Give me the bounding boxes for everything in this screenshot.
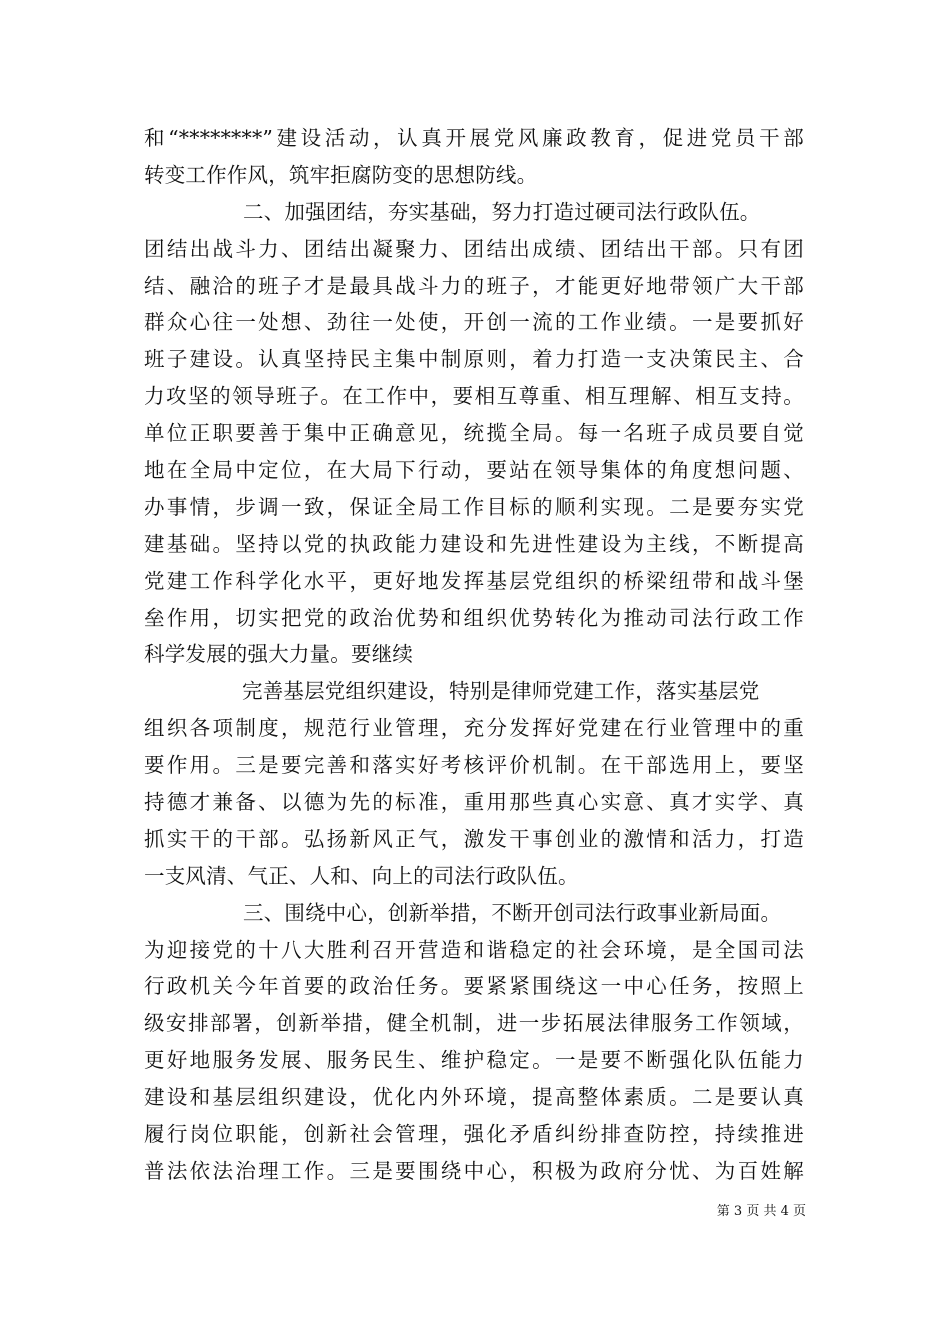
text-line: 组织各项制度，规范行业管理，充分发挥好党建在行业管理中的重 [144, 716, 804, 741]
text-line: 建基础。坚持以党的执政能力建设和先进性建设为主线，不断提高 [144, 531, 804, 556]
text-line: 履行岗位职能，创新社会管理，强化矛盾纠纷排查防控，持续推进 [144, 1122, 804, 1147]
text-line: 科学发展的强大力量。要继续 [144, 642, 414, 667]
text-line: 转变工作作风，筑牢拒腐防变的思想防线。 [144, 162, 538, 187]
text-line: 和“********”建设活动，认真开展党风廉政教育，促进党员干部 [144, 126, 804, 150]
text-line: 办事情，步调一致，保证全局工作目标的顺利实现。二是要夯实党 [144, 494, 804, 519]
text-line: 一支风清、气正、人和、向上的司法行政队伍。 [144, 863, 579, 888]
body-text [144, 120, 804, 1190]
text-line: 完善基层党组织建设，特别是律师党建工作，落实基层党 [242, 679, 760, 704]
text-line: 班子建设。认真坚持民主集中制原则，着力打造一支决策民主、合 [144, 347, 804, 372]
section-heading: 二、加强团结，夯实基础，努力打造过硬司法行政队伍。 [243, 199, 761, 224]
text-line: 党建工作科学化水平，更好地发挥基层党组织的桥梁纽带和战斗堡 [144, 568, 804, 593]
text-line: 建设和基层组织建设，优化内外环境，提高整体素质。二是要认真 [144, 1085, 804, 1110]
text-line: 持德才兼备、以德为先的标准，重用那些真心实意、真才实学、真 [144, 790, 804, 815]
text-line: 普法依法治理工作。三是要围绕中心，积极为政府分忧、为百姓解 [144, 1158, 804, 1183]
text-line: 群众心往一处想、劲往一处使，开创一流的工作业绩。一是要抓好 [144, 310, 804, 335]
text-line: 地在全局中定位，在大局下行动，要站在领导集体的角度想问题、 [144, 458, 804, 483]
text-line: 为迎接党的十八大胜利召开营造和谐稳定的社会环境，是全国司法 [144, 937, 804, 962]
text-line: 团结出战斗力、团结出凝聚力、团结出成绩、团结出干部。只有团 [144, 236, 804, 261]
text-line: 更好地服务发展、服务民生、维护稳定。一是要不断强化队伍能力 [144, 1048, 804, 1073]
text-line: 抓实干的干部。弘扬新风正气，激发干事创业的激情和活力，打造 [144, 826, 804, 851]
text-line: 级安排部署，创新举措，健全机制，进一步拓展法律服务工作领域， [144, 1011, 804, 1036]
section-heading: 三、围绕中心，创新举措，不断开创司法行政事业新局面。 [243, 900, 782, 925]
text-line: 单位正职要善于集中正确意见，统揽全局。每一名班子成员要自觉 [144, 421, 804, 446]
text-line: 行政机关今年首要的政治任务。要紧紧围绕这一中心任务，按照上 [144, 974, 804, 999]
text-line: 垒作用，切实把党的政治优势和组织优势转化为推动司法行政工作 [144, 605, 804, 630]
text-line: 要作用。三是要完善和落实好考核评价机制。在干部选用上，要坚 [144, 753, 804, 778]
text-line: 结、融洽的班子才是最具战斗力的班子，才能更好地带领广大干部 [144, 273, 804, 298]
text-line: 力攻坚的领导班子。在工作中，要相互尊重、相互理解、相互支持。 [144, 384, 804, 409]
page-number-footer: 第 3 页 共 4 页 [716, 1204, 806, 1219]
